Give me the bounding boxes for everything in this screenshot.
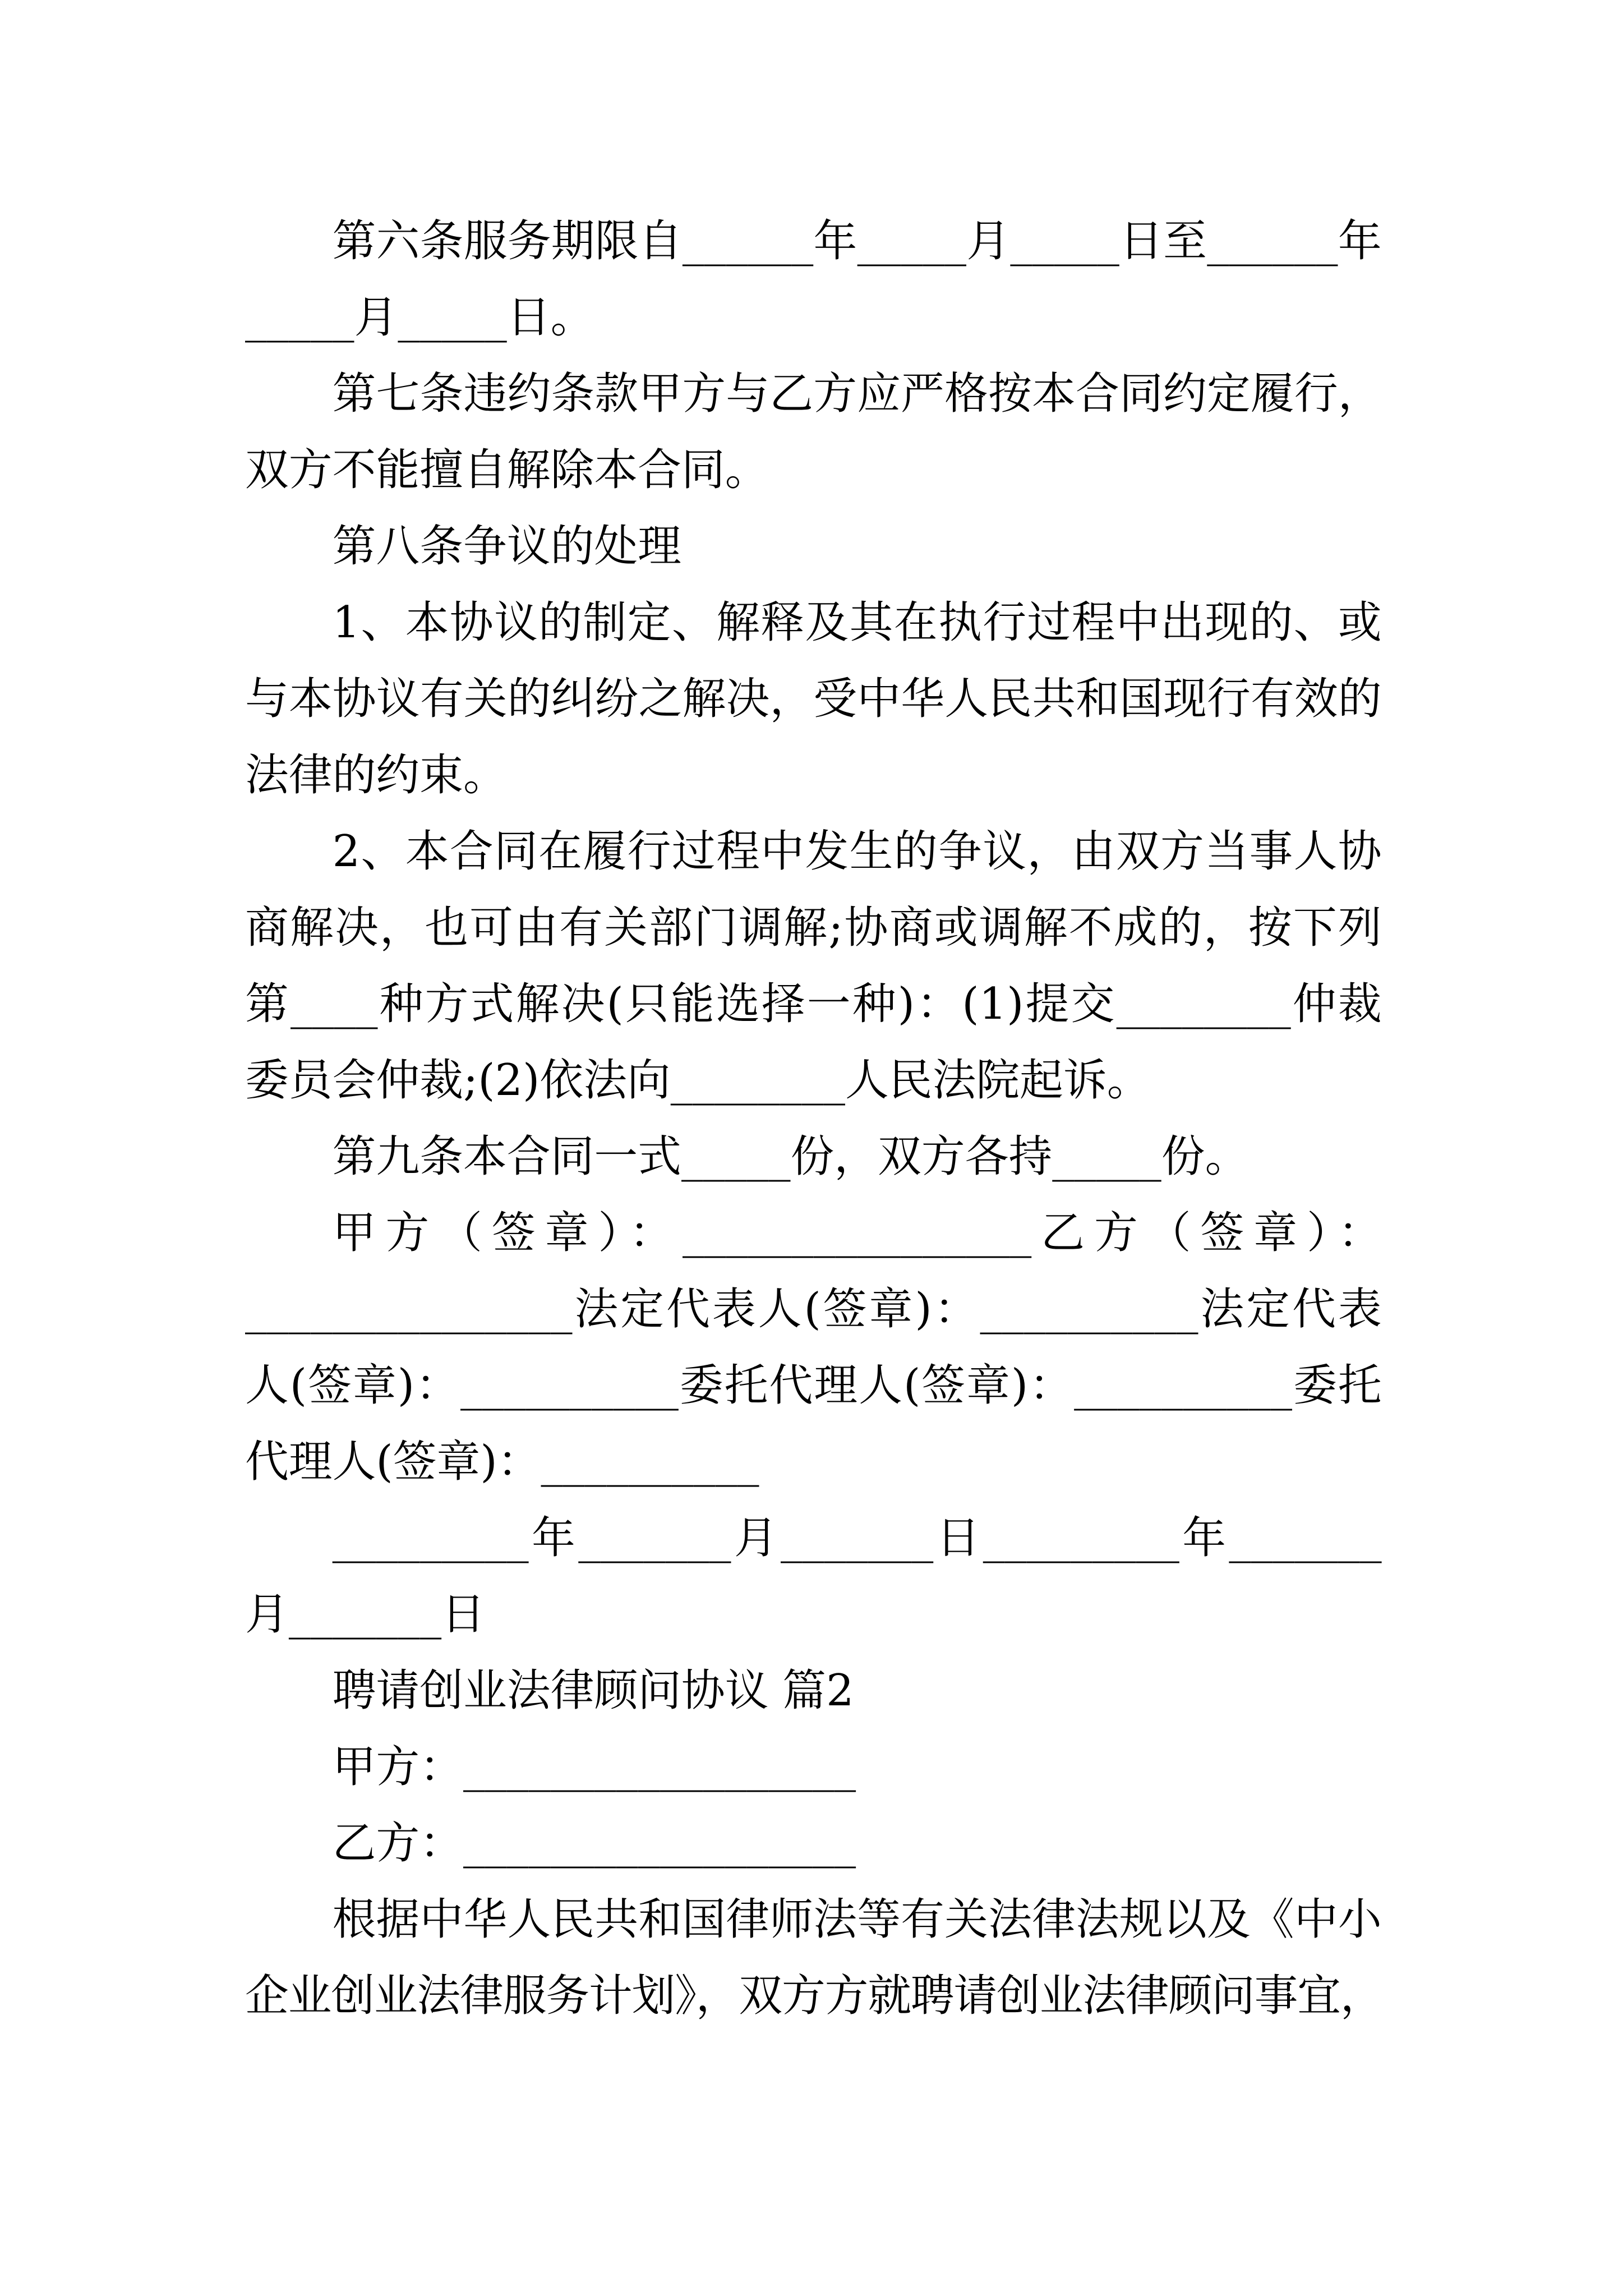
signature-block-line-2 — [245, 1271, 1382, 1347]
text-run: 聘请创业法律顾问协议 篇2 — [332, 1665, 854, 1716]
text-run: 第七条违约条款甲方与乙方应严格按本合同约定履行， — [332, 369, 1382, 419]
text-run: 委员会仲裁;(2)依法向 — [245, 1055, 671, 1106]
party-a-day-blank: _______ — [780, 1513, 934, 1563]
party-b-signature-blank: _______________ — [245, 1284, 573, 1335]
court-name-blank: ________ — [670, 1055, 845, 1106]
text-run: 人民法院起诉。 — [845, 1055, 1151, 1106]
party-a-line — [333, 1729, 1382, 1805]
signature-date-line-2 — [245, 1576, 1382, 1653]
party-a-signature-blank: ________________ — [682, 1208, 1032, 1258]
text-run: 企业创业法律服务计划》，双方方就聘请创业法律顾问事宜， — [245, 1971, 1382, 2021]
text-run: 份，双方各持 — [790, 1131, 1053, 1182]
dispute-option-blank: ____ — [290, 979, 378, 1029]
party-b-day-blank: _______ — [288, 1589, 442, 1640]
text-run: 月 — [966, 216, 1011, 266]
arbitration-commission-blank: ________ — [1116, 979, 1291, 1029]
text-run: 甲方（签章）： — [332, 1208, 683, 1258]
party-b-name-blank: __________________ — [463, 1818, 856, 1869]
article-6-service-term-line-2 — [245, 279, 1382, 356]
start-day-blank: _____ — [1010, 216, 1119, 266]
text-run: 年 — [813, 216, 857, 266]
party-b-line — [333, 1805, 1382, 1881]
text-run: 月 — [354, 292, 398, 343]
text-run: 双方不能擅自解除本合同。 — [245, 445, 769, 495]
text-run: 1、本协议的制定、解释及其在执行过程中出现的、或 — [332, 597, 1382, 648]
text-run: 年 — [1179, 1513, 1229, 1563]
start-year-blank: ______ — [682, 216, 814, 266]
end-year-blank: ______ — [1207, 216, 1338, 266]
text-run: 代理人(签章)： — [245, 1437, 541, 1487]
section-title-part-2 — [333, 1653, 1382, 1729]
article-8-item-2-line-4 — [245, 1042, 1382, 1119]
text-run: 年 — [528, 1513, 579, 1563]
text-run: 法定代表人(签章)： — [572, 1284, 980, 1335]
start-month-blank: _____ — [857, 216, 967, 266]
text-run: 日至 — [1119, 216, 1207, 266]
text-run: 份。 — [1161, 1131, 1249, 1182]
preamble-line-1 — [333, 1881, 1382, 1958]
signature-block-line-3 — [245, 1347, 1382, 1424]
end-month-blank: _____ — [245, 292, 354, 343]
party-a-legal-rep-blank: __________ — [980, 1284, 1198, 1335]
text-run: 委托代理人(签章)： — [678, 1360, 1075, 1411]
text-run: 乙方（签章）： — [1031, 1208, 1382, 1258]
article-8-item-1-line-3 — [245, 737, 1382, 813]
text-run: 仲裁 — [1290, 979, 1382, 1029]
text-run: 法律的约束。 — [245, 750, 507, 800]
party-a-name-blank: __________________ — [463, 1742, 856, 1792]
party-b-month-blank: _______ — [1229, 1513, 1382, 1563]
party-a-agent-blank: __________ — [1074, 1360, 1293, 1411]
text-run: 根据中华人民共和国律师法等有关法律法规以及《中小 — [332, 1894, 1382, 1945]
text-run: 年 — [1338, 216, 1382, 266]
text-run: 第八条争议的处理 — [332, 521, 681, 572]
copies-each-blank: _____ — [1052, 1131, 1161, 1182]
article-6-service-term-line-1 — [333, 203, 1382, 279]
text-run: 月 — [731, 1513, 781, 1563]
signature-date-line-1 — [333, 1500, 1382, 1576]
text-run: 2、本合同在履行过程中发生的争议，由双方当事人协 — [332, 826, 1382, 877]
copies-total-blank: _____ — [681, 1131, 791, 1182]
party-a-month-blank: _______ — [578, 1513, 731, 1563]
party-a-year-blank: _________ — [332, 1513, 529, 1563]
text-run: 乙方： — [332, 1818, 463, 1869]
article-8-heading — [333, 508, 1382, 585]
article-7-breach-clause-line-2 — [245, 432, 1382, 508]
party-b-agent-blank: __________ — [541, 1437, 759, 1487]
text-run: 第 — [245, 979, 291, 1029]
end-day-blank: _____ — [398, 292, 507, 343]
preamble-line-2 — [245, 1958, 1382, 2034]
article-8-item-2-line-3 — [245, 966, 1382, 1042]
article-8-item-2-line-1 — [333, 813, 1382, 890]
text-run: 月 — [245, 1589, 289, 1640]
signature-block-line-1 — [333, 1195, 1382, 1271]
text-run: 第九条本合同一式 — [332, 1131, 681, 1182]
article-8-item-1-line-2 — [245, 661, 1382, 737]
article-8-item-1-line-1 — [333, 585, 1382, 661]
text-run: 日 — [933, 1513, 983, 1563]
text-run: 商解决，也可由有关部门调解;协商或调解不成的，按下列 — [245, 903, 1382, 953]
text-run: 日 — [441, 1589, 485, 1640]
article-8-item-2-line-2 — [245, 890, 1382, 966]
text-run: 与本协议有关的纠纷之解决，受中华人民共和国现行有效的 — [245, 674, 1382, 724]
text-run: 第六条服务期限自 — [332, 216, 683, 266]
text-run: 日。 — [506, 292, 594, 343]
text-run: 法定代表 — [1198, 1284, 1382, 1335]
party-b-legal-rep-blank: __________ — [460, 1360, 679, 1411]
article-7-breach-clause-line-1 — [333, 356, 1382, 432]
article-9-copies — [333, 1119, 1382, 1195]
text-run: 人(签章)： — [245, 1360, 460, 1411]
text-run: 委托 — [1292, 1360, 1382, 1411]
text-run: 种方式解决(只能选择一种)：(1)提交 — [377, 979, 1117, 1029]
signature-block-line-4 — [245, 1424, 1382, 1500]
text-run: 甲方： — [332, 1742, 463, 1792]
party-b-year-blank: _________ — [983, 1513, 1179, 1563]
